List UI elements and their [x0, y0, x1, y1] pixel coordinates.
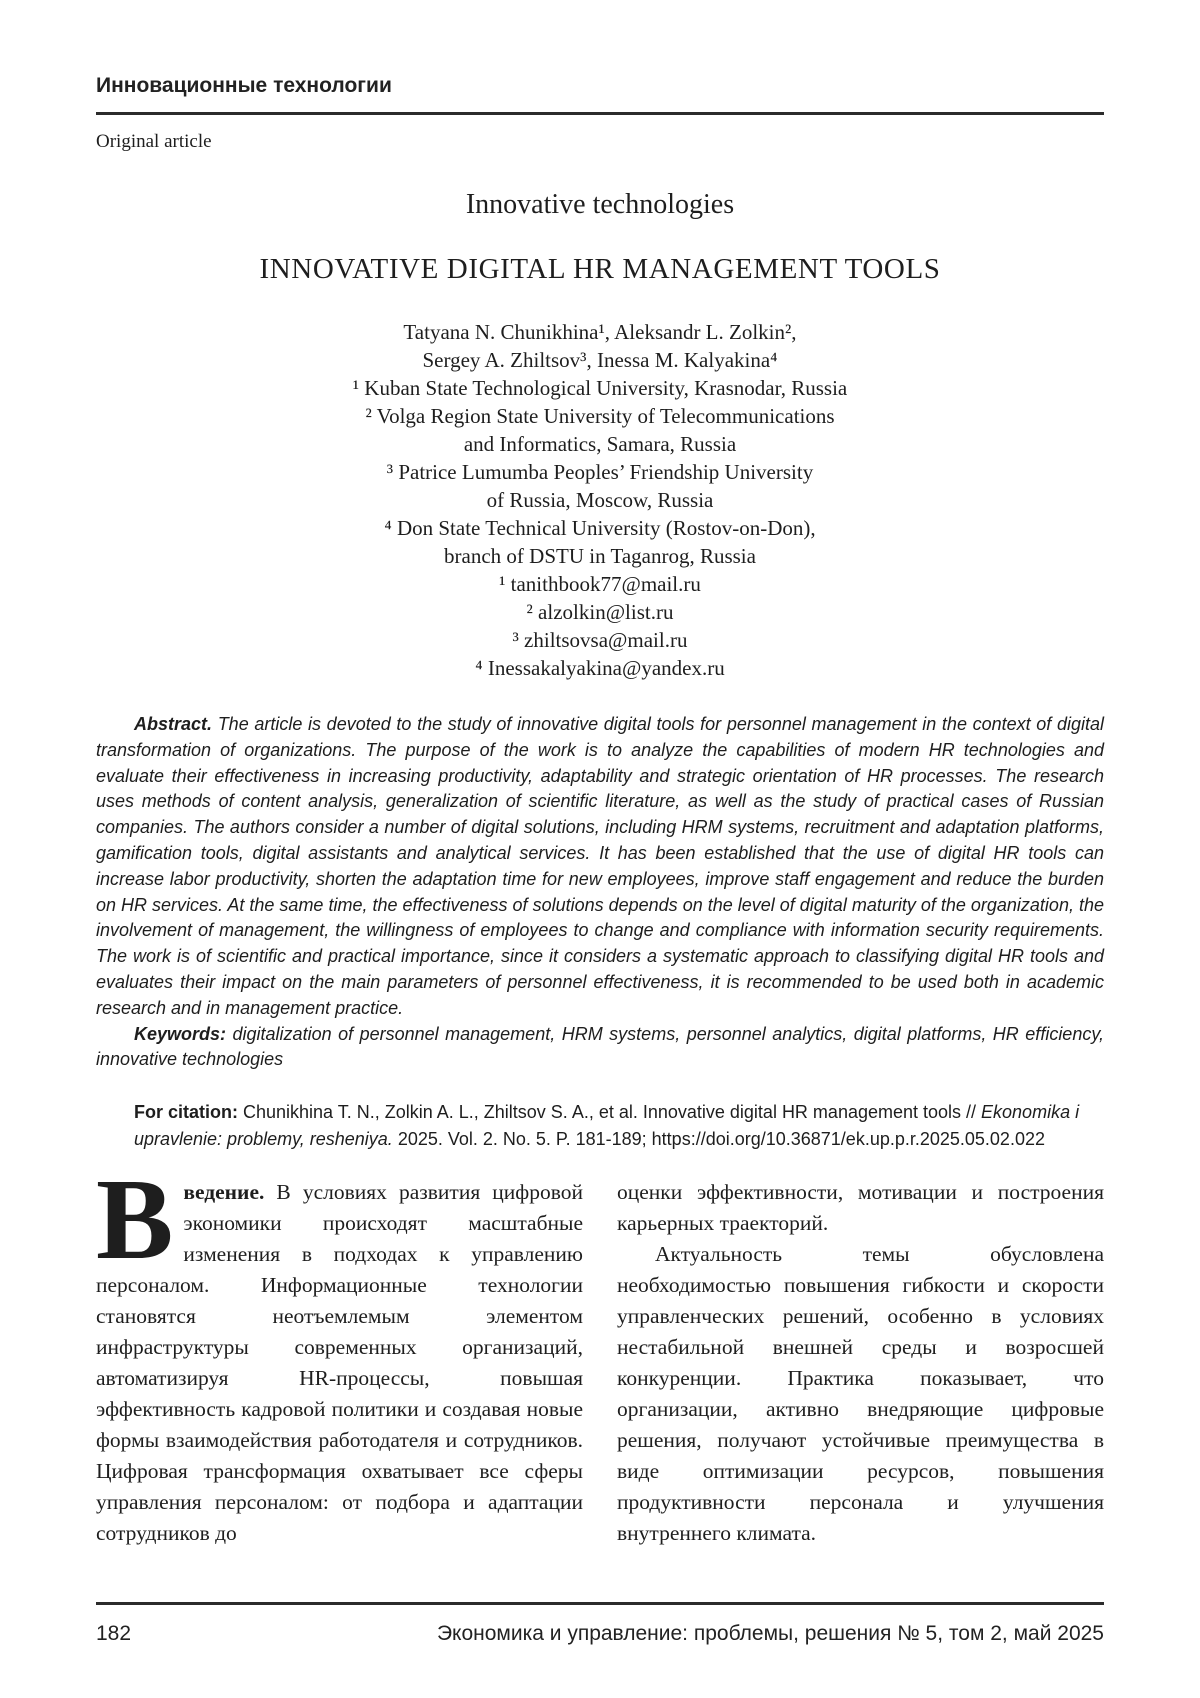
keywords-paragraph — [96, 1022, 1104, 1074]
abstract-paragraph — [96, 712, 1104, 1022]
article-type-label: Original article — [96, 131, 212, 152]
left-column — [96, 1156, 583, 1549]
section-title-en: Innovative technologies — [465, 189, 735, 220]
author-email: ² alzolkin@list.ru — [526, 600, 674, 624]
citation-text-2: 2025. Vol. 2. No. 5. P. 181-189; https://doi.org/10.36871/ek.up.p.r.2025.05.02.022 — [392, 1129, 1045, 1150]
footer-divider — [96, 1602, 1104, 1605]
abstract-section — [96, 712, 1104, 1073]
intro-text: В условиях развития цифровой экономики происходят масштабные изменения в подходах к управлению персоналом. Информационные технологии становятся неотъемлемым элементом инфраструктуры современных организаций, автоматизируя HR-процессы, повышая эффективность кадровой политики и создавая новые формы взаимодействия работодателя и сотрудников. Цифровая трансформация охватывает все сферы управления персоналом: от подбора и адаптации сотрудников до — [96, 1180, 583, 1546]
abstract-text: The article is devoted to the study of innovative digital tools for personnel management in the context of digital transformation of organizations. The purpose of the work is to analyze the capabilities of modern HR technologies and evaluate their effectiveness in increasing productivity, adaptability and strategic orientation of HR processes. The research uses methods of content analysis, generalization of scientific literature, as well as the study of practical cases of Russian companies. The authors consider a number of digital solutions, including HRM systems, recruitment and adaptation platforms, gamification tools, digital assistants and analytical services. It has been established that the use of digital HR tools can increase labor productivity, shorten the adaptation time for new employees, improve staff engagement and reduce the burden on HR services. At the same time, the effectiveness of solutions depends on the level of digital maturity of the organization, the involvement of management, the willingness of employees to change and compliance with information security requirements. The work is of scientific and practical importance, since it considers a systematic approach to classifying digital HR tools and evaluates their impact on the main parameters of personnel effectiveness, it is recommended to be used both in academic research and in management practice. — [96, 714, 1104, 1018]
author-email: ⁴ Inessakalyakina@yandex.ru — [475, 656, 725, 680]
header-divider — [96, 112, 1104, 115]
drop-cap: В — [96, 1156, 174, 1285]
author-email: ³ zhiltsovsa@mail.ru — [512, 628, 688, 652]
affiliation-line: ¹ Kuban State Technological University, Krasnodar, Russia — [352, 376, 848, 400]
citation-paragraph — [134, 1099, 1104, 1153]
affiliation-line: ⁴ Don State Technical University (Rostov-on-Don), — [384, 516, 816, 540]
author-affiliation-block — [96, 318, 1104, 682]
affiliation-line: ³ Patrice Lumumba Peoples’ Friendship University — [386, 460, 814, 484]
affiliation-line: and Informatics, Samara, Russia — [463, 432, 737, 456]
affiliation-line: branch of DSTU in Taganrog, Russia — [444, 544, 756, 568]
page-number: 182 — [96, 1622, 132, 1645]
page-footer — [96, 1602, 1104, 1646]
author-line: Sergey A. Zhiltsov³, Inessa M. Kalyakina⁴ — [422, 348, 778, 372]
keywords-label: Keywords: — [134, 1023, 227, 1044]
body-columns — [96, 1156, 1104, 1549]
author-line: Tatyana N. Chunikhina¹, Aleksandr L. Zolkin², — [403, 320, 797, 344]
journal-footer-line: Экономика и управление: проблемы, решения № 5, том 2, май 2025 — [436, 1622, 1104, 1645]
affiliation-line: of Russia, Moscow, Russia — [486, 488, 714, 512]
author-email: ¹ tanithbook77@mail.ru — [499, 572, 701, 596]
right-paragraph-2: Актуальность темы обусловлена необходимостью повышения гибкости и скорости управленческих решений, особенно в условиях нестабильной внешней среды и возросшей конкуренции. Практика показывает, что организации, активно внедряющие цифровые решения, получают устойчивые преимущества в виде оптимизации ресурсов, повышения продуктивности персонала и улучшения внутреннего климата. — [617, 1242, 1104, 1546]
article-title: INNOVATIVE DIGITAL HR MANAGEMENT TOOLS — [259, 253, 941, 285]
running-head: Инновационные технологии — [96, 74, 392, 97]
keywords-text: digitalization of personnel management, HRM systems, personnel analytics, digital platforms, HR efficiency, innovative technologies — [96, 1023, 1104, 1070]
right-paragraph-1: оценки эффективности, мотивации и построения карьерных траекторий. — [617, 1180, 1104, 1236]
abstract-label: Abstract. — [134, 714, 213, 734]
affiliation-line: ² Volga Region State University of Telecommunications — [365, 404, 835, 428]
right-column — [617, 1177, 1104, 1549]
citation-text-1: Chunikhina T. N., Zolkin A. L., Zhiltsov S. A., et al. Innovative digital HR management tools // — [238, 1102, 982, 1123]
citation-journal-name: Ekonomika i upravlenie: problemy, resheniya. — [134, 1102, 1080, 1150]
citation-label: For citation: — [134, 1102, 238, 1123]
intro-heading: ведение. — [183, 1180, 265, 1205]
footer-row — [96, 1622, 1104, 1646]
